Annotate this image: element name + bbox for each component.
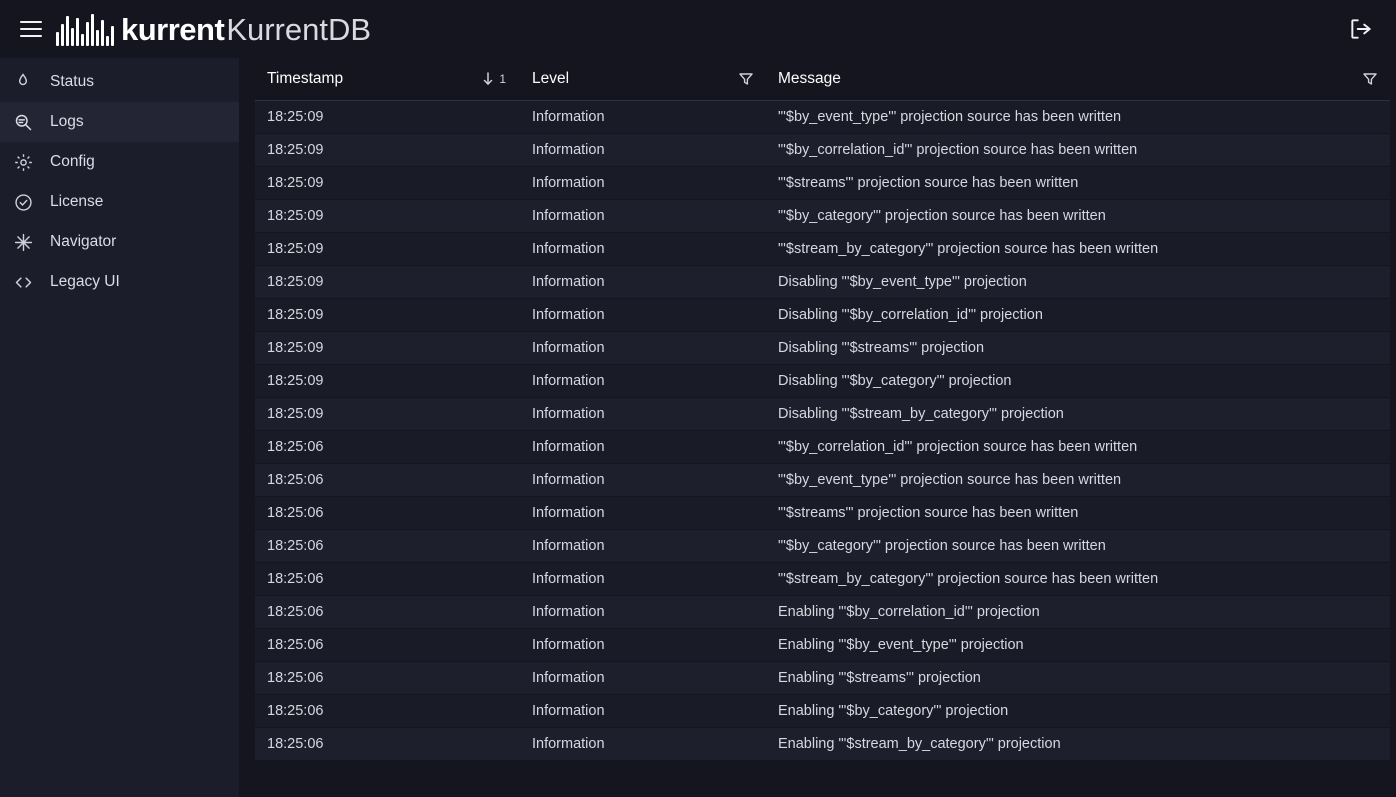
cell-level: Information	[532, 372, 605, 389]
cell-timestamp: 18:25:06	[267, 636, 324, 653]
sidebar-item-label: Config	[50, 153, 95, 170]
logs-table-body	[255, 100, 1390, 760]
cell-timestamp: 18:25:09	[267, 207, 324, 224]
cell-level: Information	[532, 306, 605, 323]
column-header-timestamp-label: Timestamp	[267, 69, 344, 87]
table-row[interactable]	[255, 232, 1390, 265]
cell-timestamp: 18:25:09	[267, 306, 324, 323]
table-row[interactable]	[255, 133, 1390, 166]
sort-order-number: 1	[499, 71, 506, 86]
column-header-message[interactable]	[766, 58, 1390, 100]
logs-panel	[239, 58, 1396, 797]
top-bar	[0, 0, 1396, 58]
column-header-level[interactable]	[520, 58, 766, 100]
brand	[56, 12, 371, 46]
cell-level: Information	[532, 636, 605, 653]
logs-table	[255, 58, 1390, 761]
table-row[interactable]	[255, 694, 1390, 727]
table-row[interactable]	[255, 727, 1390, 760]
kurrent-logo-icon	[56, 12, 114, 46]
cell-message: Disabling "'$streams'" projection	[778, 339, 985, 356]
cell-level: Information	[532, 603, 605, 620]
table-row[interactable]	[255, 397, 1390, 430]
cell-timestamp: 18:25:06	[267, 504, 324, 521]
table-row[interactable]	[255, 166, 1390, 199]
logs-search-icon	[10, 109, 36, 135]
cell-level: Information	[532, 669, 605, 686]
cell-timestamp: 18:25:09	[267, 108, 324, 125]
logs-table-header	[255, 58, 1390, 100]
status-icon	[10, 69, 36, 95]
table-row[interactable]	[255, 430, 1390, 463]
cell-level: Information	[532, 339, 605, 356]
table-row[interactable]	[255, 100, 1390, 133]
table-row[interactable]	[255, 562, 1390, 595]
cell-level: Information	[532, 141, 605, 158]
cell-level: Information	[532, 471, 605, 488]
app-body	[0, 58, 1396, 797]
cell-timestamp: 18:25:06	[267, 702, 324, 719]
cell-level: Information	[532, 570, 605, 587]
hamburger-icon[interactable]	[14, 12, 48, 46]
cell-message: "'$streams'" projection source has been written	[778, 174, 1079, 191]
cell-message: Enabling "'$by_category'" projection	[778, 702, 1009, 719]
cell-timestamp: 18:25:09	[267, 405, 324, 422]
cell-message: "'$by_category'" projection source has been written	[778, 207, 1106, 224]
cell-level: Information	[532, 405, 605, 422]
sidebar-item-status[interactable]	[0, 62, 239, 102]
cell-level: Information	[532, 108, 605, 125]
cell-level: Information	[532, 702, 605, 719]
cell-message: "'$by_event_type'" projection source has been written	[778, 108, 1122, 125]
code-brackets-icon	[10, 269, 36, 295]
sidebar-item-label: Logs	[50, 113, 84, 130]
logout-icon[interactable]	[1344, 12, 1378, 46]
sidebar-item-label: Navigator	[50, 233, 117, 250]
cell-message: "'$stream_by_category'" projection source has been written	[778, 240, 1159, 257]
cell-timestamp: 18:25:09	[267, 372, 324, 389]
cell-timestamp: 18:25:06	[267, 438, 324, 455]
cell-message: Disabling "'$by_category'" projection	[778, 372, 1012, 389]
brand-wordmark: kurrent	[121, 11, 225, 47]
cell-level: Information	[532, 735, 605, 752]
gear-icon	[10, 149, 36, 175]
cell-timestamp: 18:25:06	[267, 570, 324, 587]
cell-message: Disabling "'$by_event_type'" projection	[778, 273, 1027, 290]
sidebar-item-config[interactable]	[0, 142, 239, 182]
cell-timestamp: 18:25:06	[267, 669, 324, 686]
table-row[interactable]	[255, 298, 1390, 331]
cell-message: "'$by_event_type'" projection source has been written	[778, 471, 1122, 488]
cell-level: Information	[532, 207, 605, 224]
navigator-compass-icon	[10, 229, 36, 255]
cell-timestamp: 18:25:09	[267, 174, 324, 191]
cell-timestamp: 18:25:06	[267, 603, 324, 620]
cell-timestamp: 18:25:09	[267, 141, 324, 158]
cell-timestamp: 18:25:06	[267, 537, 324, 554]
table-row[interactable]	[255, 661, 1390, 694]
sidebar-item-label: License	[50, 193, 104, 210]
filter-icon[interactable]	[738, 71, 754, 87]
table-row[interactable]	[255, 628, 1390, 661]
cell-level: Information	[532, 174, 605, 191]
table-row[interactable]	[255, 331, 1390, 364]
column-header-message-label: Message	[778, 69, 841, 87]
cell-level: Information	[532, 504, 605, 521]
cell-message: Enabling "'$streams'" projection	[778, 669, 981, 686]
cell-timestamp: 18:25:09	[267, 273, 324, 290]
column-header-level-label: Level	[532, 69, 570, 87]
filter-icon[interactable]	[1362, 71, 1378, 87]
sort-indicator-timestamp[interactable]	[481, 71, 508, 87]
sidebar	[0, 58, 239, 797]
cell-message: Enabling "'$stream_by_category'" projection	[778, 735, 1061, 752]
cell-level: Information	[532, 438, 605, 455]
sidebar-item-license[interactable]	[0, 182, 239, 222]
cell-level: Information	[532, 273, 605, 290]
sidebar-item-label: Legacy UI	[50, 273, 120, 290]
table-row[interactable]	[255, 463, 1390, 496]
table-row[interactable]	[255, 199, 1390, 232]
cell-message: Enabling "'$by_correlation_id'" projection	[778, 603, 1040, 620]
cell-message: "'$streams'" projection source has been written	[778, 504, 1079, 521]
sidebar-item-logs[interactable]	[0, 102, 239, 142]
cell-message: "'$stream_by_category'" projection source has been written	[778, 570, 1159, 587]
cell-timestamp: 18:25:06	[267, 735, 324, 752]
brand-product-name: KurrentDB	[226, 11, 372, 47]
cell-message: "'$by_correlation_id'" projection source has been written	[778, 438, 1138, 455]
cell-message: Enabling "'$by_event_type'" projection	[778, 636, 1024, 653]
table-header-row	[255, 58, 1390, 100]
cell-message: "'$by_category'" projection source has been written	[778, 537, 1106, 554]
table-row[interactable]	[255, 364, 1390, 397]
cell-message: Disabling "'$by_correlation_id'" projection	[778, 306, 1043, 323]
cell-timestamp: 18:25:09	[267, 240, 324, 257]
sidebar-item-label: Status	[50, 73, 94, 90]
cell-message: "'$by_correlation_id'" projection source has been written	[778, 141, 1138, 158]
cell-level: Information	[532, 537, 605, 554]
table-row[interactable]	[255, 265, 1390, 298]
cell-timestamp: 18:25:09	[267, 339, 324, 356]
cell-level: Information	[532, 240, 605, 257]
license-check-icon	[10, 189, 36, 215]
table-row[interactable]	[255, 529, 1390, 562]
column-header-timestamp[interactable]	[255, 58, 520, 100]
cell-timestamp: 18:25:06	[267, 471, 324, 488]
table-row[interactable]	[255, 496, 1390, 529]
table-row[interactable]	[255, 595, 1390, 628]
cell-message: Disabling "'$stream_by_category'" projection	[778, 405, 1064, 422]
sidebar-item-legacy-ui[interactable]	[0, 262, 239, 302]
sidebar-item-navigator[interactable]	[0, 222, 239, 262]
